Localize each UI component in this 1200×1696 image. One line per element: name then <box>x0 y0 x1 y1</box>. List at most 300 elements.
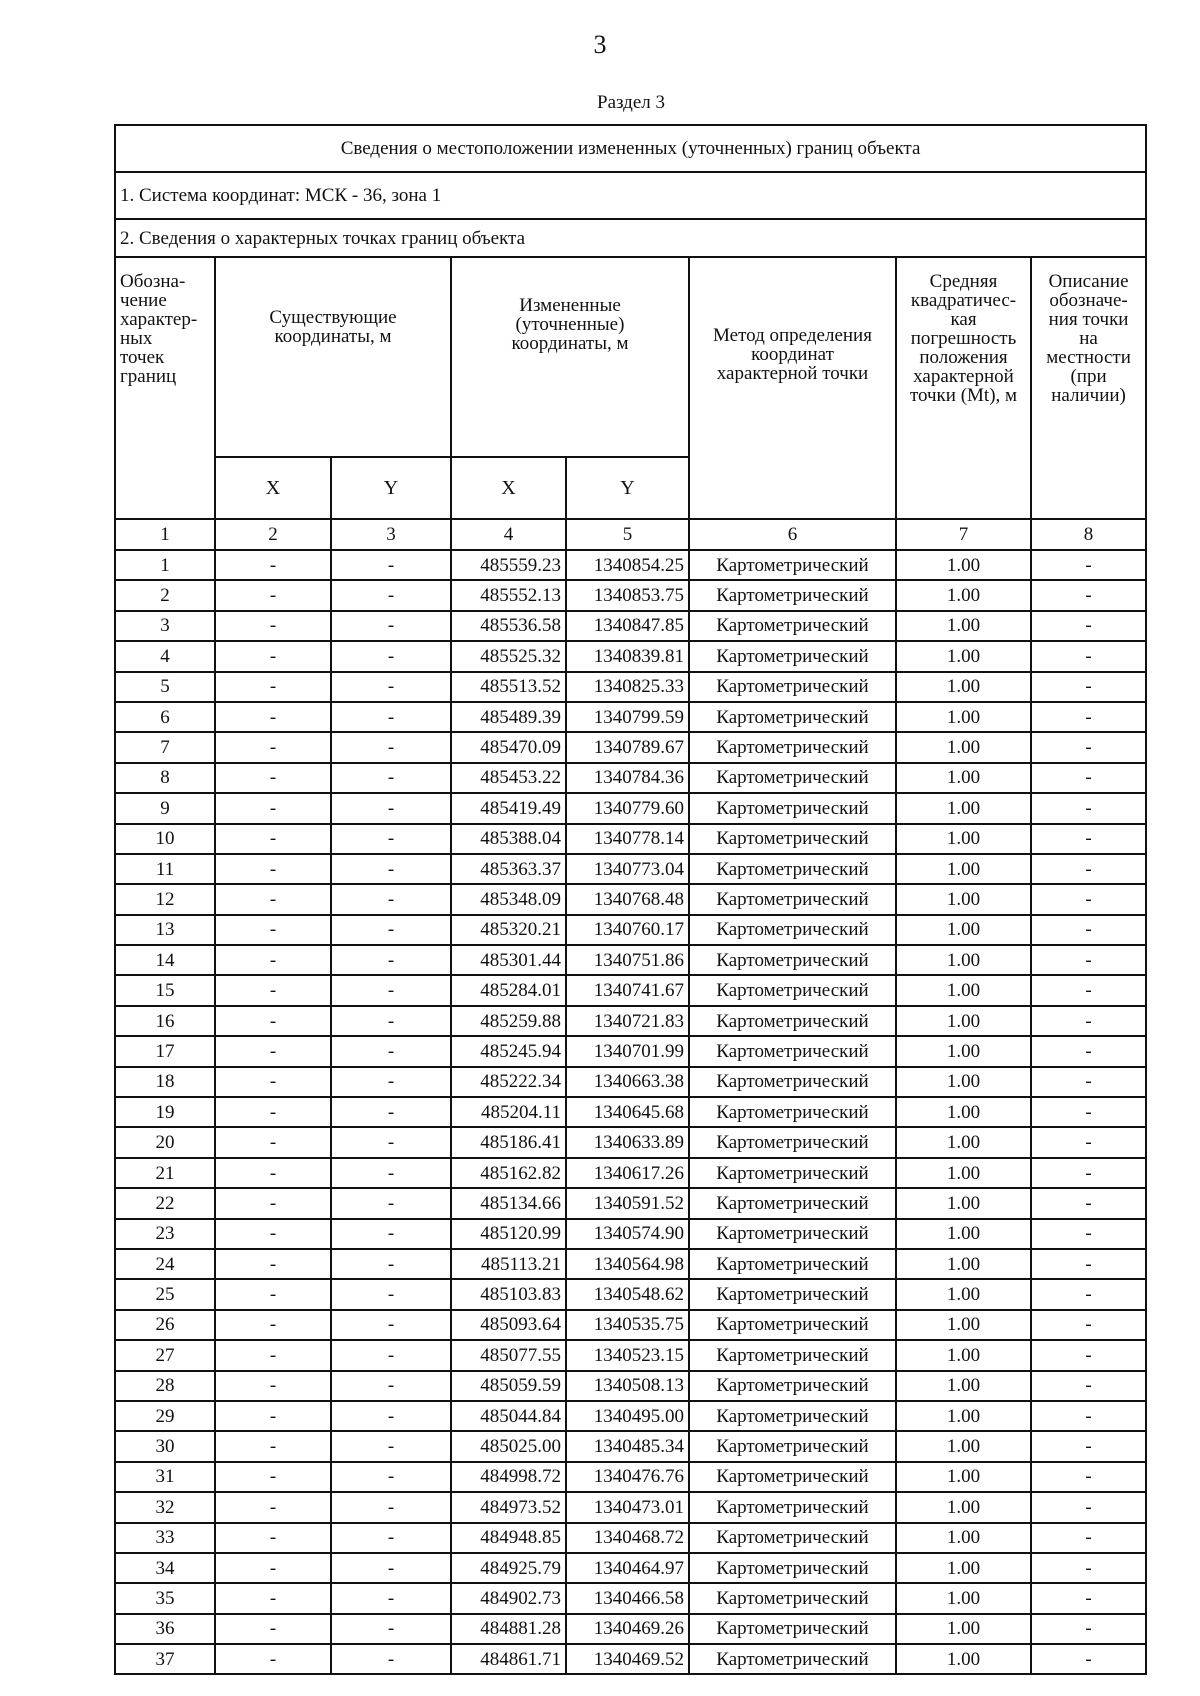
existing-y-cell: - <box>331 1219 451 1249</box>
table-row <box>115 1006 1146 1036</box>
description-cell: - <box>1031 702 1146 732</box>
header-method: Метод определения координат характерной точки <box>689 257 896 519</box>
existing-y-cell: - <box>331 1431 451 1461</box>
method-cell: Картометрический <box>689 854 896 884</box>
changed-y-cell: 1340784.36 <box>566 763 689 793</box>
error-cell: 1.00 <box>896 1553 1031 1583</box>
description-cell: - <box>1031 611 1146 641</box>
existing-x-cell: - <box>215 854 331 884</box>
changed-x-cell: 485077.55 <box>451 1340 566 1370</box>
method-cell: Картометрический <box>689 1127 896 1157</box>
existing-x-cell: - <box>215 1279 331 1309</box>
description-cell: - <box>1031 550 1146 580</box>
error-cell: 1.00 <box>896 1249 1031 1279</box>
error-cell: 1.00 <box>896 1097 1031 1127</box>
changed-y-cell: 1340789.67 <box>566 732 689 762</box>
point-number-cell: 36 <box>115 1614 215 1644</box>
method-cell: Картометрический <box>689 1644 896 1674</box>
existing-y-cell: - <box>331 1188 451 1218</box>
error-cell: 1.00 <box>896 1127 1031 1157</box>
point-number-cell: 7 <box>115 732 215 762</box>
existing-y-cell: - <box>331 1249 451 1279</box>
changed-x-cell: 485113.21 <box>451 1249 566 1279</box>
description-cell: - <box>1031 1188 1146 1218</box>
table-row <box>115 793 1146 823</box>
changed-y-cell: 1340476.76 <box>566 1462 689 1492</box>
description-cell: - <box>1031 672 1146 702</box>
point-number-cell: 8 <box>115 763 215 793</box>
changed-x-cell: 485222.34 <box>451 1067 566 1097</box>
point-number-cell: 9 <box>115 793 215 823</box>
table-row <box>115 824 1146 854</box>
description-cell: - <box>1031 824 1146 854</box>
existing-x-cell: - <box>215 975 331 1005</box>
point-number-cell: 24 <box>115 1249 215 1279</box>
changed-x-cell: 485103.83 <box>451 1279 566 1309</box>
existing-x-cell: - <box>215 1249 331 1279</box>
method-cell: Картометрический <box>689 1188 896 1218</box>
point-number-cell: 26 <box>115 1310 215 1340</box>
point-number-cell: 2 <box>115 580 215 610</box>
description-cell: - <box>1031 1462 1146 1492</box>
changed-y-cell: 1340741.67 <box>566 975 689 1005</box>
table-row <box>115 1462 1146 1492</box>
existing-y-cell: - <box>331 1553 451 1583</box>
method-cell: Картометрический <box>689 1279 896 1309</box>
existing-y-cell: - <box>331 915 451 945</box>
error-cell: 1.00 <box>896 1523 1031 1553</box>
description-cell: - <box>1031 1067 1146 1097</box>
point-number-cell: 11 <box>115 854 215 884</box>
existing-y-cell: - <box>331 1614 451 1644</box>
point-number-cell: 30 <box>115 1431 215 1461</box>
changed-y-cell: 1340485.34 <box>566 1431 689 1461</box>
existing-x-cell: - <box>215 793 331 823</box>
table-row <box>115 1401 1146 1431</box>
header-point-label: Обозна- чение характер- ных точек границ <box>115 257 215 519</box>
description-cell: - <box>1031 1310 1146 1340</box>
changed-y-cell: 1340473.01 <box>566 1492 689 1522</box>
error-cell: 1.00 <box>896 793 1031 823</box>
error-cell: 1.00 <box>896 1006 1031 1036</box>
changed-x-cell: 485204.11 <box>451 1097 566 1127</box>
changed-y-cell: 1340464.97 <box>566 1553 689 1583</box>
existing-y-cell: - <box>331 732 451 762</box>
changed-x-cell: 485489.39 <box>451 702 566 732</box>
existing-x-cell: - <box>215 884 331 914</box>
existing-x-cell: - <box>215 1188 331 1218</box>
description-cell: - <box>1031 1371 1146 1401</box>
error-cell: 1.00 <box>896 1310 1031 1340</box>
table-row <box>115 1097 1146 1127</box>
existing-x-cell: - <box>215 1097 331 1127</box>
point-number-cell: 1 <box>115 550 215 580</box>
changed-x-cell: 485120.99 <box>451 1219 566 1249</box>
point-number-cell: 22 <box>115 1188 215 1218</box>
existing-x-cell: - <box>215 550 331 580</box>
existing-x-cell: - <box>215 1492 331 1522</box>
description-cell: - <box>1031 1644 1146 1674</box>
point-number-cell: 12 <box>115 884 215 914</box>
changed-y-cell: 1340853.75 <box>566 580 689 610</box>
point-number-cell: 33 <box>115 1523 215 1553</box>
point-number-cell: 15 <box>115 975 215 1005</box>
existing-y-cell: - <box>331 1067 451 1097</box>
changed-y-cell: 1340663.38 <box>566 1067 689 1097</box>
boundary-points-table <box>114 124 1147 1675</box>
method-cell: Картометрический <box>689 672 896 702</box>
point-number-cell: 25 <box>115 1279 215 1309</box>
existing-y-cell: - <box>331 702 451 732</box>
column-number: 6 <box>689 519 896 550</box>
changed-x-cell: 484902.73 <box>451 1583 566 1613</box>
table-row <box>115 641 1146 671</box>
header-changed-x: X <box>451 457 566 519</box>
description-cell: - <box>1031 1097 1146 1127</box>
error-cell: 1.00 <box>896 1340 1031 1370</box>
method-cell: Картометрический <box>689 1006 896 1036</box>
existing-y-cell: - <box>331 1371 451 1401</box>
point-number-cell: 20 <box>115 1127 215 1157</box>
description-cell: - <box>1031 1249 1146 1279</box>
existing-x-cell: - <box>215 915 331 945</box>
description-cell: - <box>1031 641 1146 671</box>
point-number-cell: 6 <box>115 702 215 732</box>
existing-y-cell: - <box>331 1462 451 1492</box>
error-cell: 1.00 <box>896 702 1031 732</box>
table-row <box>115 1371 1146 1401</box>
existing-x-cell: - <box>215 580 331 610</box>
method-cell: Картометрический <box>689 702 896 732</box>
description-cell: - <box>1031 1219 1146 1249</box>
existing-x-cell: - <box>215 672 331 702</box>
method-cell: Картометрический <box>689 1036 896 1066</box>
table-row <box>115 1279 1146 1309</box>
description-cell: - <box>1031 975 1146 1005</box>
column-number: 1 <box>115 519 215 550</box>
changed-y-cell: 1340768.48 <box>566 884 689 914</box>
existing-x-cell: - <box>215 1340 331 1370</box>
table-title: Сведения о местоположении измененных (уточненных) границ объекта <box>115 125 1146 172</box>
existing-y-cell: - <box>331 1006 451 1036</box>
description-cell: - <box>1031 732 1146 762</box>
error-cell: 1.00 <box>896 580 1031 610</box>
changed-y-cell: 1340854.25 <box>566 550 689 580</box>
table-body <box>115 550 1146 1674</box>
table-row <box>115 1249 1146 1279</box>
method-cell: Картометрический <box>689 793 896 823</box>
changed-x-cell: 485348.09 <box>451 884 566 914</box>
method-cell: Картометрический <box>689 1097 896 1127</box>
existing-x-cell: - <box>215 1583 331 1613</box>
existing-x-cell: - <box>215 1127 331 1157</box>
error-cell: 1.00 <box>896 1036 1031 1066</box>
existing-y-cell: - <box>331 854 451 884</box>
existing-x-cell: - <box>215 945 331 975</box>
changed-x-cell: 485388.04 <box>451 824 566 854</box>
error-cell: 1.00 <box>896 1219 1031 1249</box>
description-cell: - <box>1031 1614 1146 1644</box>
header-existing-x: X <box>215 457 331 519</box>
method-cell: Картометрический <box>689 732 896 762</box>
header-existing-coords: Существующие координаты, м <box>215 257 451 457</box>
error-cell: 1.00 <box>896 763 1031 793</box>
header-error: Средняя квадратичес- кая погрешность положения характерной точки (Mt), м <box>896 257 1031 519</box>
method-cell: Картометрический <box>689 1067 896 1097</box>
method-cell: Картометрический <box>689 1431 896 1461</box>
existing-x-cell: - <box>215 1310 331 1340</box>
table-row <box>115 702 1146 732</box>
column-number: 7 <box>896 519 1031 550</box>
table-row <box>115 1340 1146 1370</box>
existing-x-cell: - <box>215 1006 331 1036</box>
changed-x-cell: 485525.32 <box>451 641 566 671</box>
changed-y-cell: 1340799.59 <box>566 702 689 732</box>
existing-y-cell: - <box>331 1492 451 1522</box>
existing-x-cell: - <box>215 763 331 793</box>
changed-x-cell: 485186.41 <box>451 1127 566 1157</box>
table-row <box>115 1158 1146 1188</box>
point-number-cell: 3 <box>115 611 215 641</box>
description-cell: - <box>1031 763 1146 793</box>
changed-x-cell: 485059.59 <box>451 1371 566 1401</box>
existing-y-cell: - <box>331 1279 451 1309</box>
existing-y-cell: - <box>331 1401 451 1431</box>
table-row <box>115 732 1146 762</box>
changed-x-cell: 485453.22 <box>451 763 566 793</box>
changed-x-cell: 484948.85 <box>451 1523 566 1553</box>
table-row <box>115 672 1146 702</box>
changed-x-cell: 485470.09 <box>451 732 566 762</box>
changed-y-cell: 1340825.33 <box>566 672 689 702</box>
header-existing-y: Y <box>331 457 451 519</box>
point-number-cell: 19 <box>115 1097 215 1127</box>
method-cell: Картометрический <box>689 1553 896 1583</box>
existing-x-cell: - <box>215 1219 331 1249</box>
method-cell: Картометрический <box>689 550 896 580</box>
changed-y-cell: 1340564.98 <box>566 1249 689 1279</box>
error-cell: 1.00 <box>896 611 1031 641</box>
changed-x-cell: 485134.66 <box>451 1188 566 1218</box>
table-row <box>115 1310 1146 1340</box>
point-number-cell: 10 <box>115 824 215 854</box>
existing-y-cell: - <box>331 824 451 854</box>
error-cell: 1.00 <box>896 1462 1031 1492</box>
table-row <box>115 1188 1146 1218</box>
table-row <box>115 854 1146 884</box>
method-cell: Картометрический <box>689 611 896 641</box>
column-numbers-row <box>115 519 1146 550</box>
existing-y-cell: - <box>331 884 451 914</box>
changed-y-cell: 1340468.72 <box>566 1523 689 1553</box>
changed-x-cell: 485363.37 <box>451 854 566 884</box>
existing-y-cell: - <box>331 945 451 975</box>
method-cell: Картометрический <box>689 1401 896 1431</box>
changed-y-cell: 1340548.62 <box>566 1279 689 1309</box>
existing-x-cell: - <box>215 1614 331 1644</box>
existing-x-cell: - <box>215 1036 331 1066</box>
error-cell: 1.00 <box>896 1371 1031 1401</box>
existing-x-cell: - <box>215 611 331 641</box>
existing-y-cell: - <box>331 1127 451 1157</box>
error-cell: 1.00 <box>896 975 1031 1005</box>
existing-y-cell: - <box>331 672 451 702</box>
existing-x-cell: - <box>215 641 331 671</box>
existing-x-cell: - <box>215 1158 331 1188</box>
error-cell: 1.00 <box>896 945 1031 975</box>
header-changed-coords: Измененные (уточненные) координаты, м <box>451 257 689 457</box>
point-number-cell: 34 <box>115 1553 215 1583</box>
table-row <box>115 1583 1146 1613</box>
changed-y-cell: 1340466.58 <box>566 1583 689 1613</box>
table-row <box>115 1036 1146 1066</box>
table-row <box>115 1431 1146 1461</box>
changed-y-cell: 1340617.26 <box>566 1158 689 1188</box>
changed-x-cell: 485559.23 <box>451 550 566 580</box>
header-description: Описание обозначе- ния точки на местности (при наличии) <box>1031 257 1146 519</box>
error-cell: 1.00 <box>896 1067 1031 1097</box>
header-changed-y: Y <box>566 457 689 519</box>
error-cell: 1.00 <box>896 641 1031 671</box>
changed-y-cell: 1340701.99 <box>566 1036 689 1066</box>
table-row <box>115 1614 1146 1644</box>
table-row <box>115 763 1146 793</box>
changed-x-cell: 485044.84 <box>451 1401 566 1431</box>
description-cell: - <box>1031 580 1146 610</box>
method-cell: Картометрический <box>689 915 896 945</box>
existing-x-cell: - <box>215 1462 331 1492</box>
description-cell: - <box>1031 854 1146 884</box>
column-number: 3 <box>331 519 451 550</box>
method-cell: Картометрический <box>689 884 896 914</box>
changed-x-cell: 485513.52 <box>451 672 566 702</box>
changed-x-cell: 485093.64 <box>451 1310 566 1340</box>
changed-x-cell: 485259.88 <box>451 1006 566 1036</box>
changed-x-cell: 484998.72 <box>451 1462 566 1492</box>
error-cell: 1.00 <box>896 1279 1031 1309</box>
description-cell: - <box>1031 1523 1146 1553</box>
changed-y-cell: 1340751.86 <box>566 945 689 975</box>
point-number-cell: 32 <box>115 1492 215 1522</box>
table-row <box>115 1067 1146 1097</box>
changed-y-cell: 1340839.81 <box>566 641 689 671</box>
method-cell: Картометрический <box>689 580 896 610</box>
description-cell: - <box>1031 1127 1146 1157</box>
table-row <box>115 1644 1146 1674</box>
method-cell: Картометрический <box>689 1523 896 1553</box>
point-number-cell: 5 <box>115 672 215 702</box>
existing-y-cell: - <box>331 641 451 671</box>
changed-y-cell: 1340574.90 <box>566 1219 689 1249</box>
changed-y-cell: 1340721.83 <box>566 1006 689 1036</box>
changed-x-cell: 484861.71 <box>451 1644 566 1674</box>
error-cell: 1.00 <box>896 884 1031 914</box>
method-cell: Картометрический <box>689 1492 896 1522</box>
point-number-cell: 14 <box>115 945 215 975</box>
column-number: 2 <box>215 519 331 550</box>
page-number: 3 <box>593 30 607 59</box>
existing-y-cell: - <box>331 1158 451 1188</box>
method-cell: Картометрический <box>689 945 896 975</box>
changed-x-cell: 485552.13 <box>451 580 566 610</box>
existing-x-cell: - <box>215 1067 331 1097</box>
method-cell: Картометрический <box>689 1310 896 1340</box>
coord-system-info: 1. Система координат: МСК - 36, зона 1 <box>115 172 1146 219</box>
changed-x-cell: 485245.94 <box>451 1036 566 1066</box>
changed-y-cell: 1340760.17 <box>566 915 689 945</box>
error-cell: 1.00 <box>896 1401 1031 1431</box>
point-number-cell: 13 <box>115 915 215 945</box>
method-cell: Картометрический <box>689 1249 896 1279</box>
existing-x-cell: - <box>215 824 331 854</box>
description-cell: - <box>1031 1553 1146 1583</box>
existing-y-cell: - <box>331 793 451 823</box>
existing-y-cell: - <box>331 763 451 793</box>
error-cell: 1.00 <box>896 1614 1031 1644</box>
method-cell: Картометрический <box>689 1371 896 1401</box>
changed-y-cell: 1340778.14 <box>566 824 689 854</box>
description-cell: - <box>1031 1340 1146 1370</box>
changed-x-cell: 485284.01 <box>451 975 566 1005</box>
description-cell: - <box>1031 1401 1146 1431</box>
existing-x-cell: - <box>215 702 331 732</box>
method-cell: Картометрический <box>689 1158 896 1188</box>
description-cell: - <box>1031 1583 1146 1613</box>
description-cell: - <box>1031 1036 1146 1066</box>
changed-x-cell: 484881.28 <box>451 1614 566 1644</box>
changed-y-cell: 1340779.60 <box>566 793 689 823</box>
changed-y-cell: 1340591.52 <box>566 1188 689 1218</box>
changed-x-cell: 485536.58 <box>451 611 566 641</box>
points-info: 2. Сведения о характерных точках границ объекта <box>115 219 1146 257</box>
error-cell: 1.00 <box>896 1644 1031 1674</box>
description-cell: - <box>1031 1492 1146 1522</box>
existing-x-cell: - <box>215 1371 331 1401</box>
point-number-cell: 17 <box>115 1036 215 1066</box>
error-cell: 1.00 <box>896 1583 1031 1613</box>
error-cell: 1.00 <box>896 915 1031 945</box>
changed-x-cell: 484973.52 <box>451 1492 566 1522</box>
changed-y-cell: 1340469.52 <box>566 1644 689 1674</box>
existing-y-cell: - <box>331 975 451 1005</box>
column-number: 8 <box>1031 519 1146 550</box>
table-row <box>115 1127 1146 1157</box>
column-number: 5 <box>566 519 689 550</box>
table-row <box>115 915 1146 945</box>
changed-y-cell: 1340508.13 <box>566 1371 689 1401</box>
changed-x-cell: 484925.79 <box>451 1553 566 1583</box>
table-row <box>115 1523 1146 1553</box>
error-cell: 1.00 <box>896 824 1031 854</box>
point-number-cell: 27 <box>115 1340 215 1370</box>
point-number-cell: 16 <box>115 1006 215 1036</box>
changed-y-cell: 1340523.15 <box>566 1340 689 1370</box>
table-row <box>115 1219 1146 1249</box>
existing-y-cell: - <box>331 1097 451 1127</box>
table-row <box>115 945 1146 975</box>
changed-y-cell: 1340633.89 <box>566 1127 689 1157</box>
method-cell: Картометрический <box>689 1462 896 1492</box>
description-cell: - <box>1031 915 1146 945</box>
existing-y-cell: - <box>331 611 451 641</box>
changed-x-cell: 485025.00 <box>451 1431 566 1461</box>
point-number-cell: 37 <box>115 1644 215 1674</box>
point-number-cell: 18 <box>115 1067 215 1097</box>
point-number-cell: 29 <box>115 1401 215 1431</box>
existing-y-cell: - <box>331 1340 451 1370</box>
error-cell: 1.00 <box>896 1158 1031 1188</box>
column-number: 4 <box>451 519 566 550</box>
